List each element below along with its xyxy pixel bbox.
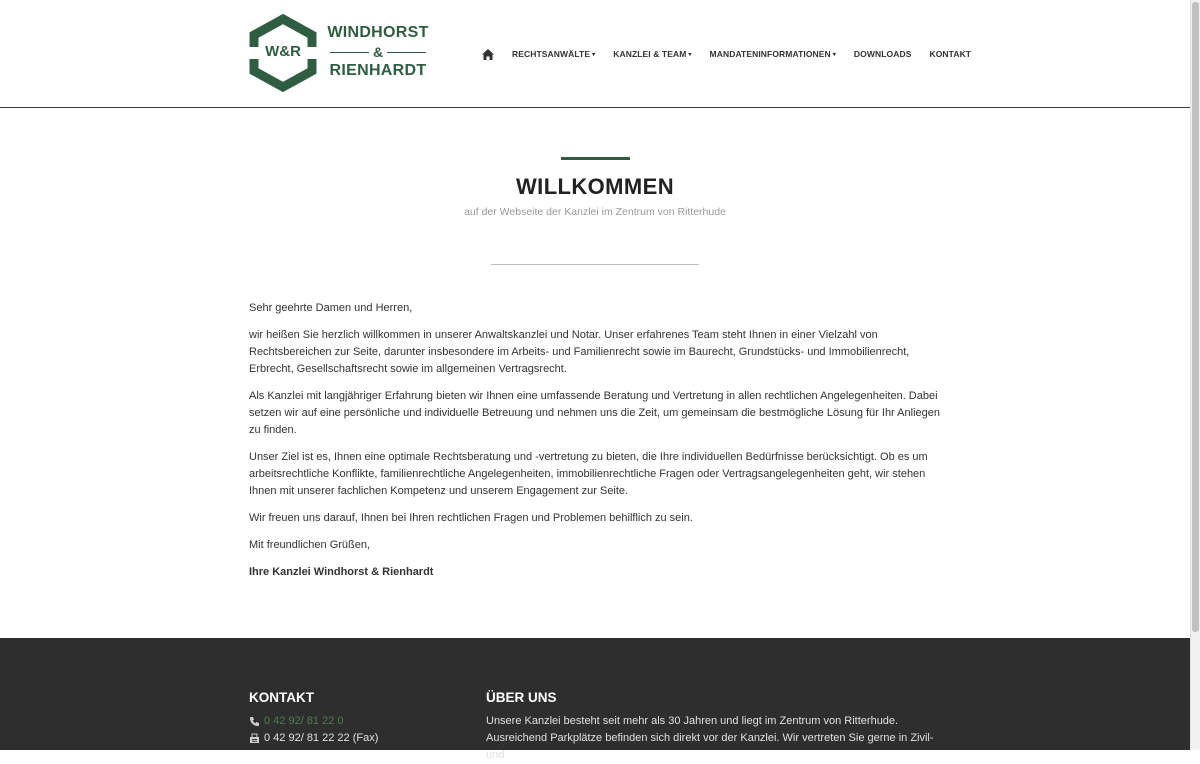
welcome-text (249, 300, 943, 591)
nav-rechtsanwaelte[interactable] (512, 49, 595, 59)
footer-about-text: Unsere Kanzlei besteht seit mehr als 30 Jahren und liegt im Zentrum von Ritterhude. Ausreichend Parkplätze befinden sich direkt vor der Kanzlei. Wir vertreten Sie gerne in Zivil- und (486, 715, 934, 761)
fax-icon (249, 733, 260, 744)
logo-monogram: W&R (265, 43, 301, 60)
nav-mandateninformationen[interactable] (710, 49, 836, 59)
chevron-down-icon: ▾ (832, 51, 836, 58)
phone-icon (249, 716, 260, 727)
nav-kontakt[interactable] (929, 49, 971, 59)
nav-downloads-label: DOWNLOADS (853, 49, 912, 59)
nav-mandateninformationen-label: MANDATENINFORMATIONEN (709, 49, 831, 59)
scrollbar[interactable] (1190, 0, 1200, 750)
nav-kontakt-label: KONTAKT (929, 49, 972, 59)
footer-phone: 0 42 92/ 81 22 0 (264, 715, 344, 727)
chevron-down-icon: ▾ (592, 51, 596, 58)
title-accent-bar (561, 157, 630, 160)
nav-downloads[interactable] (854, 49, 912, 59)
paragraph-experience: Als Kanzlei mit langjähriger Erfahrung bieten wir Ihnen eine umfassende Beratung und Vertretung in allen rechtlichen Angelegenheiten. Dabei setzen wir auf eine persönliche und individuelle Betreuung und nehmen uns die Zeit, um gemeinsam die bestmögliche Lösung für Ihr Anliegen zu finden. (249, 390, 940, 436)
paragraph-help: Wir freuen uns darauf, Ihnen bei Ihren rechtlichen Fragen und Problemen behilflich zu sein. (249, 512, 693, 524)
footer-fax-number: 0 42 92/ 81 22 22 (Fax) (264, 732, 379, 744)
logo-amp-row (326, 42, 430, 62)
nav-home[interactable] (482, 49, 494, 60)
footer-fax (249, 730, 378, 747)
logo-line-1: WINDHORST (327, 24, 429, 41)
footer-phone-link[interactable] (249, 713, 344, 730)
page-title: WILLKOMMEN (516, 174, 674, 199)
footer-kontakt-heading: KONTAKT (249, 690, 314, 705)
section-divider (491, 264, 699, 265)
logo-rule-left (330, 52, 369, 53)
logo-amp: & (372, 44, 384, 60)
footer-about-heading: ÜBER UNS (486, 690, 557, 705)
nav-rechtsanwaelte-label: RECHTSANWÄLTE (512, 49, 591, 59)
home-icon (482, 49, 494, 60)
paragraph-intro: wir heißen Sie herzlich willkommen in unserer Anwaltskanzlei und Notar. Unser erfahrenes Team steht Ihnen in einer Vielzahl von Rechtsbereichen zur Seite, darunter insbesondere im Arbeits- und Familienrecht sowie im Baurecht, Grundstücks- und Immobilienrecht, Erbrecht, Gesellschaftsrecht sowie im allgemeinen Vertragsrecht. (249, 329, 910, 375)
nav-kanzlei-team[interactable] (613, 49, 691, 59)
site-header (0, 0, 1190, 108)
logo-wordmark[interactable] (326, 24, 430, 80)
nav-kanzlei-team-label: KANZLEI & TEAM (613, 49, 687, 59)
page-subtitle: auf der Webseite der Kanzlei im Zentrum von Ritterhude (464, 206, 726, 218)
paragraph-greeting: Sehr geehrte Damen und Herren, (249, 302, 413, 314)
chevron-down-icon: ▾ (688, 51, 692, 58)
signature: Ihre Kanzlei Windhorst & Rienhardt (249, 566, 434, 578)
paragraph-closing: Mit freundlichen Grüßen, (249, 539, 371, 551)
logo-line-2: RIENHARDT (329, 62, 427, 79)
paragraph-goal: Unser Ziel ist es, Ihnen eine optimale Rechtsberatung und -vertretung zu bieten, die Ihre individuellen Bedürfnisse berücksichtigt. Ob es um arbeitsrechtliche Konflikte, familienrechtliche Angelegenheiten, immobilienrechtliche Fragen oder Vertragsangelegenheiten geht, wir stehen Ihnen mit unserer fachlichen Kompetenz und unserem Engagement zur Seite. (249, 451, 928, 497)
scrollbar-thumb[interactable] (1192, 2, 1199, 632)
main-nav (482, 46, 989, 62)
logo-rule-right (387, 52, 426, 53)
